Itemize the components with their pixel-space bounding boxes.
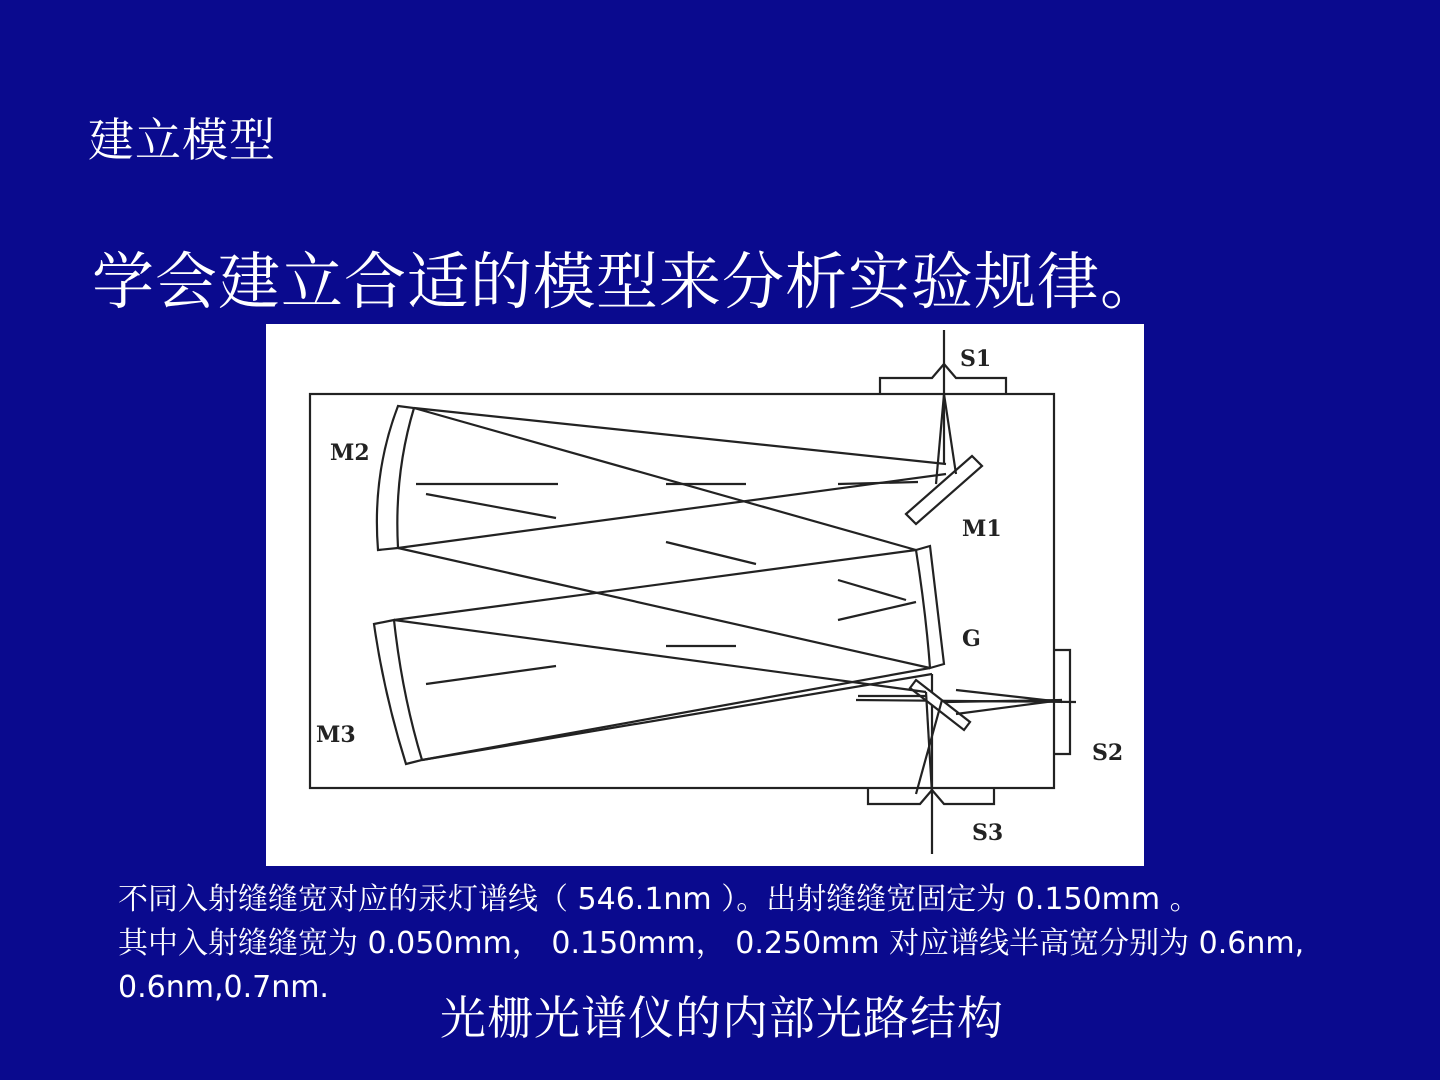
grating-g xyxy=(916,546,944,668)
note-line: 0.6nm,0.7nm. xyxy=(118,970,329,1005)
label-s3: S3 xyxy=(972,820,1004,846)
arrow xyxy=(426,666,556,684)
arrow xyxy=(426,494,556,518)
arrow xyxy=(838,482,918,484)
ray xyxy=(398,474,946,548)
ray xyxy=(944,394,956,474)
arrow xyxy=(838,602,916,620)
spectrometer-diagram xyxy=(266,324,1144,866)
ray xyxy=(414,408,916,550)
label-m2: M2 xyxy=(330,440,370,466)
slide-subtitle: 学会建立合适的模型来分析实验规律。 xyxy=(92,245,1164,318)
label-m1: M1 xyxy=(962,516,1002,542)
label-m3: M3 xyxy=(316,722,356,748)
mirror-m2 xyxy=(377,406,414,550)
mirror-m3 xyxy=(374,620,422,764)
slide-title: 建立模型 xyxy=(88,113,276,167)
figure-caption: 光栅光谱仪的内部光路结构 xyxy=(440,991,1004,1045)
label-s1: S1 xyxy=(960,346,992,372)
housing-box xyxy=(310,394,1054,788)
ray xyxy=(394,550,916,620)
arrow xyxy=(666,542,756,564)
label-g: G xyxy=(962,626,981,652)
note-line: 其中入射缝缝宽为 0.050mm， 0.150mm， 0.250mm 对应谱线半高宽分别为 0.6nm, xyxy=(118,926,1305,961)
optical-path-svg xyxy=(266,324,1144,866)
ray xyxy=(916,700,942,794)
mirror-m1 xyxy=(906,456,982,524)
ray xyxy=(414,408,946,464)
label-s2: S2 xyxy=(1092,740,1124,766)
ray xyxy=(422,674,932,760)
ray xyxy=(936,394,944,484)
arrow xyxy=(838,580,906,600)
ray xyxy=(394,620,926,692)
note-line: 不同入射缝缝宽对应的汞灯谱线（ 546.1nm ）。出射缝缝宽固定为 0.150mm 。 xyxy=(118,882,1200,917)
